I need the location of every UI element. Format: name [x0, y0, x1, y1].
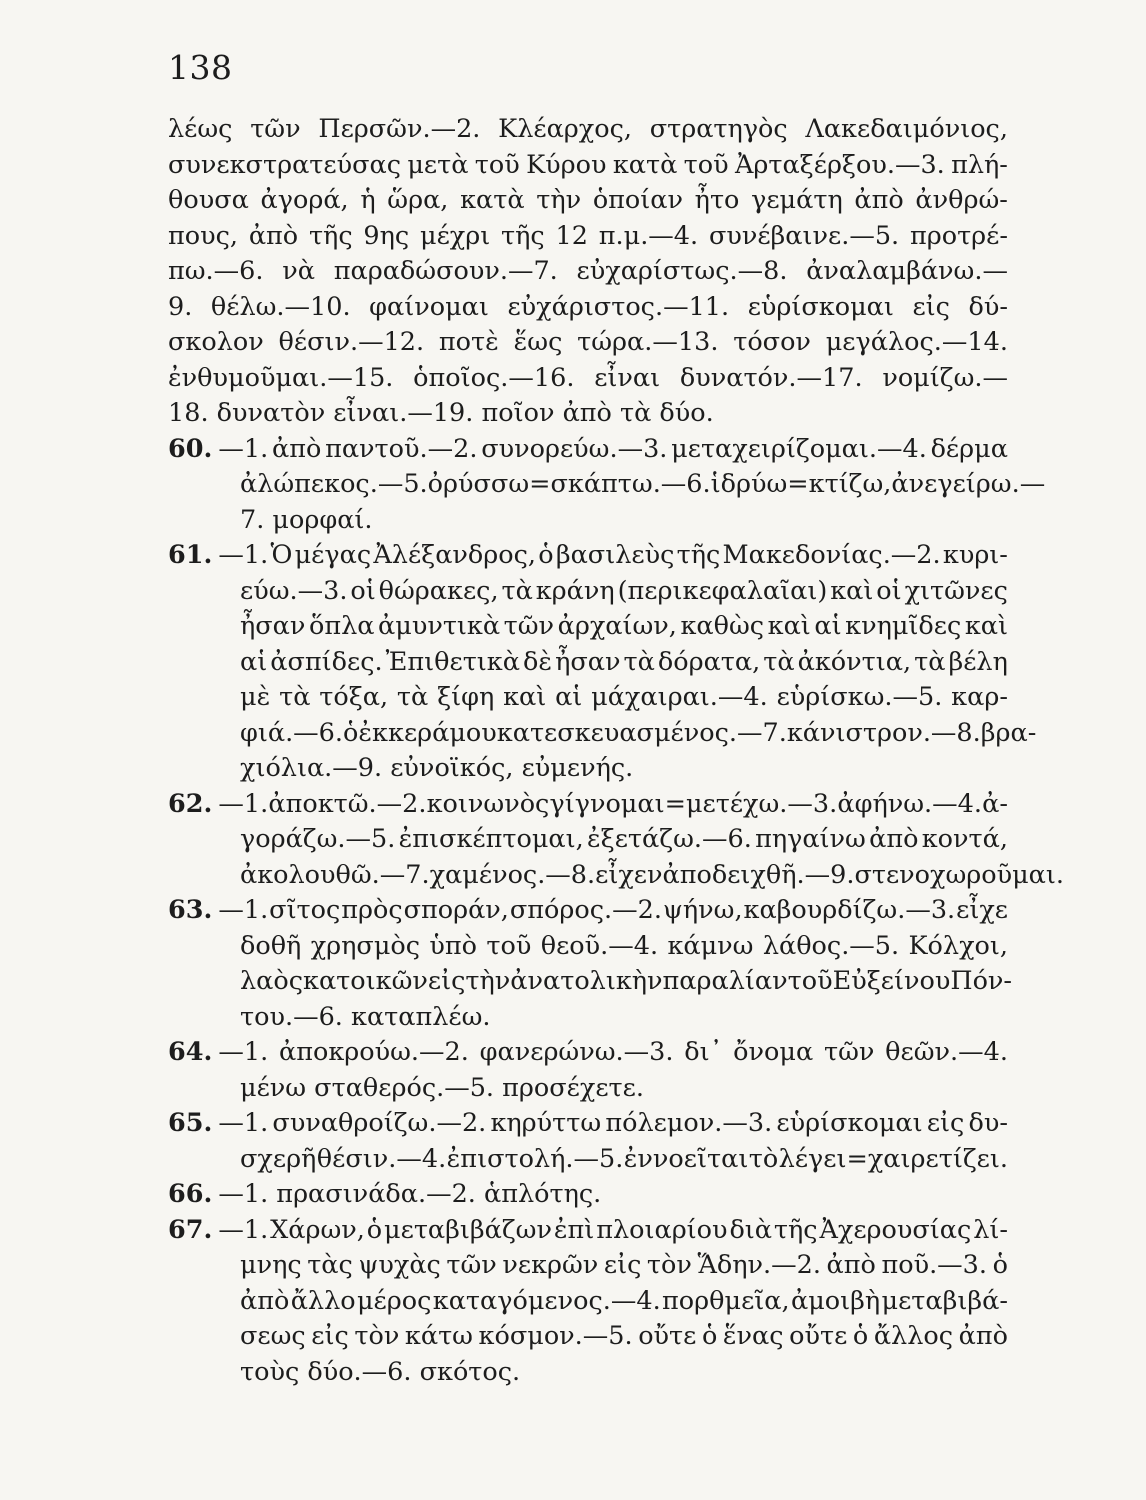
line-text: λέως τῶν Περσῶν.—2. Κλέαρχος, στρατηγὸς Λακεδαιμόνιος,: [168, 114, 1008, 144]
text-line: [168, 1071, 1008, 1107]
line-text: σεως εἰς τὸν κάτω κόσμον.—5. οὔτε ὁ ἕνας οὔτε ὁ ἄλλος ἀπὸ: [240, 1321, 1008, 1351]
line-text: —1. σῖτος πρὸς σποράν, σπόρος.—2. ψήνω, καβουρδίζω.—3. εἶχε: [218, 895, 1008, 925]
line-text: πω.—6. νὰ παραδώσουν.—7. εὐχαρίστως.—8. ἀναλαμβάνω.—: [168, 256, 1008, 286]
text-line: [168, 503, 1008, 539]
line-text: ἦσαν ὅπλα ἀμυντικὰ τῶν ἀρχαίων, καθὼς καὶ αἱ κνημῖδες καὶ: [240, 611, 1008, 641]
line-text: μνης τὰς ψυχὰς τῶν νεκρῶν εἰς τὸν Ἅδην.—2. ἀπὸ ποῦ.—3. ὁ: [240, 1250, 1008, 1280]
text-line: [168, 290, 1008, 326]
line-text: —1. Χάρων, ὁ μεταβιβάζων ἐπὶ πλοιαρίου διὰ τῆς Ἀχερουσίας λί-: [218, 1214, 1008, 1245]
text-line: [168, 396, 1008, 432]
text-line: [168, 112, 1008, 148]
entry-number: 67.: [168, 1214, 213, 1245]
entry-number: 65.: [168, 1108, 213, 1138]
entry-first-line: [168, 538, 1008, 574]
text-line: [168, 858, 1065, 894]
line-text: μένω σταθερός.—5. προσέχετε.: [240, 1072, 644, 1103]
entry-first-line: [168, 1177, 1008, 1213]
line-text: συνεκστρατεύσας μετὰ τοῦ Κύρου κατὰ τοῦ Ἀρταξέρξου.—3. πλή-: [168, 149, 1008, 180]
line-text: φιά.—6. ὁ ἐκ κεράμου κατεσκευασμένος.—7. κάνιστρον.—8. βρα-: [240, 717, 1037, 748]
entry-first-line: [168, 432, 1008, 468]
line-text: —1. ἀποκτῶ.—2. κοινωνὸς γίγνομαι=μετέχω.—3. ἀφήνω.—4. ἀ-: [218, 788, 1008, 819]
line-text: τοὺς δύο.—6. σκότος.: [240, 1356, 521, 1387]
line-text: σκολον θέσιν.—12. ποτὲ ἕως τώρα.—13. τόσον μεγάλος.—14.: [168, 327, 1008, 357]
entry-first-line: [168, 1106, 1008, 1142]
line-text: του.—6. καταπλέω.: [240, 1001, 491, 1032]
text-line: [168, 1355, 1008, 1391]
entry-number: 60.: [168, 433, 213, 464]
line-text: εύω.—3. οἱ θώρακες, τὰ κράνη (περικεφαλαῖαι) καὶ οἱ χιτῶνες: [240, 575, 1008, 606]
line-text: 9. θέλω.—10. φαίνομαι εὐχάριστος.—11. εὑρίσκομαι εἰς δύ-: [168, 291, 1008, 322]
line-text: δοθῆ χρησμὸς ὑπὸ τοῦ θεοῦ.—4. κάμνω λάθος.—5. Κόλχοι,: [240, 930, 1008, 961]
text-line: [168, 822, 1008, 858]
text-line: [168, 183, 1008, 219]
text-line: [168, 148, 1008, 184]
entry-first-line: [168, 1213, 1008, 1249]
text-line: [168, 467, 1046, 503]
line-text: ἀλώπεκος.—5. ὀρύσσω=σκάπτω.—6. ἱδρύω=κτίζω, ἀνεγείρω.—: [240, 469, 1046, 499]
entry-number: 62.: [168, 788, 213, 819]
line-text: ἀκολουθῶ.—7. χαμένος.—8. εἶχεν ἀποδειχθῆ.—9. στενοχωροῦμαι.: [240, 859, 1065, 890]
line-text: σχερῆ θέσιν.—4. ἐπιστολή.—5. ἐννοεῖται τὸ λέγει=χαιρετίζει.: [240, 1143, 1008, 1174]
entry-number: 66.: [168, 1179, 213, 1209]
entry-number: 64.: [168, 1037, 213, 1067]
line-text: αἱ ἀσπίδες. Ἐπιθετικὰ δὲ ἦσαν τὰ δόρατα, τὰ ἀκόντια, τὰ βέλη: [240, 646, 1008, 677]
text-line: [168, 1142, 1008, 1178]
text-line: [168, 964, 1013, 1000]
text-line: [168, 1000, 1008, 1036]
text-line: [168, 1319, 1008, 1355]
entry-first-line: [168, 1035, 1008, 1071]
line-text: 18. δυνατὸν εἶναι.—19. ποῖον ἀπὸ τὰ δύο.: [168, 398, 714, 428]
answer-key-text: [168, 112, 1065, 1390]
line-text: 7. μορφαί.: [240, 504, 373, 535]
line-text: —1. πρασινάδα.—2. ἁπλότης.: [218, 1179, 602, 1209]
line-text: —1. ἀποκρούω.—2. φανερώνω.—3. δι᾿ ὄνομα τῶν θεῶν.—4.: [218, 1037, 1008, 1067]
line-text: ἐνθυμοῦμαι.—15. ὁποῖος.—16. εἶναι δυνατόν.—17. νομίζω.—: [168, 362, 1008, 393]
line-text: χιόλια.—9. εὐνοϊκός, εὐμενής.: [240, 753, 634, 783]
text-line: [168, 1284, 1008, 1320]
line-text: —1. ἀπὸ παντοῦ.—2. συνορεύω.—3. μεταχειρίζομαι.—4. δέρμα: [218, 433, 1008, 464]
text-line: [168, 609, 1008, 645]
text-line: [168, 751, 1008, 787]
text-line: [168, 574, 1008, 610]
text-line: [168, 254, 1008, 290]
entry-number: 61.: [168, 540, 213, 570]
line-text: —1. συναθροίζω.—2. κηρύττω πόλεμον.—3. εὑρίσκομαι εἰς δυ-: [218, 1108, 1008, 1138]
text-line: [168, 1248, 1008, 1284]
text-line: [168, 929, 1008, 965]
text-line: [168, 680, 1008, 716]
text-line: [168, 325, 1008, 361]
line-text: μὲ τὰ τόξα, τὰ ξίφη καὶ αἱ μάχαιραι.—4. εὑρίσκω.—5. καρ-: [240, 682, 1008, 712]
page-number: 138: [168, 48, 233, 87]
text-line: [168, 361, 1008, 397]
line-text: ἀπὸ ἄλλο μέρος καταγόμενος.—4. πορθμεῖα, ἀμοιβὴ μεταβιβά-: [240, 1285, 1008, 1316]
line-text: —1. Ὁ μέγας Ἀλέξανδρος, ὁ βασιλεὺς τῆς Μακεδονίας.—2. κυρι-: [218, 540, 1008, 570]
line-text: πους, ἀπὸ τῆς 9ης μέχρι τῆς 12 π.μ.—4. συνέβαινε.—5. προτρέ-: [168, 220, 1008, 251]
entry-number: 63.: [168, 895, 213, 925]
entry-first-line: [168, 787, 1008, 823]
line-text: θουσα ἀγορά, ἡ ὥρα, κατὰ τὴν ὁποίαν ἦτο γεμάτη ἀπὸ ἀνθρώ-: [168, 185, 1008, 215]
text-line: [168, 219, 1008, 255]
line-text: λαὸς κατοικῶν εἰς τὴν ἀνατολικὴν παραλίαν τοῦ Εὐξείνου Πόν-: [240, 966, 1013, 996]
text-line: [168, 645, 1008, 681]
line-text: γοράζω.—5. ἐπισκέπτομαι, ἐξετάζω.—6. πηγαίνω ἀπὸ κοντά,: [240, 824, 1008, 854]
entry-first-line: [168, 893, 1008, 929]
text-line: [168, 716, 1037, 752]
